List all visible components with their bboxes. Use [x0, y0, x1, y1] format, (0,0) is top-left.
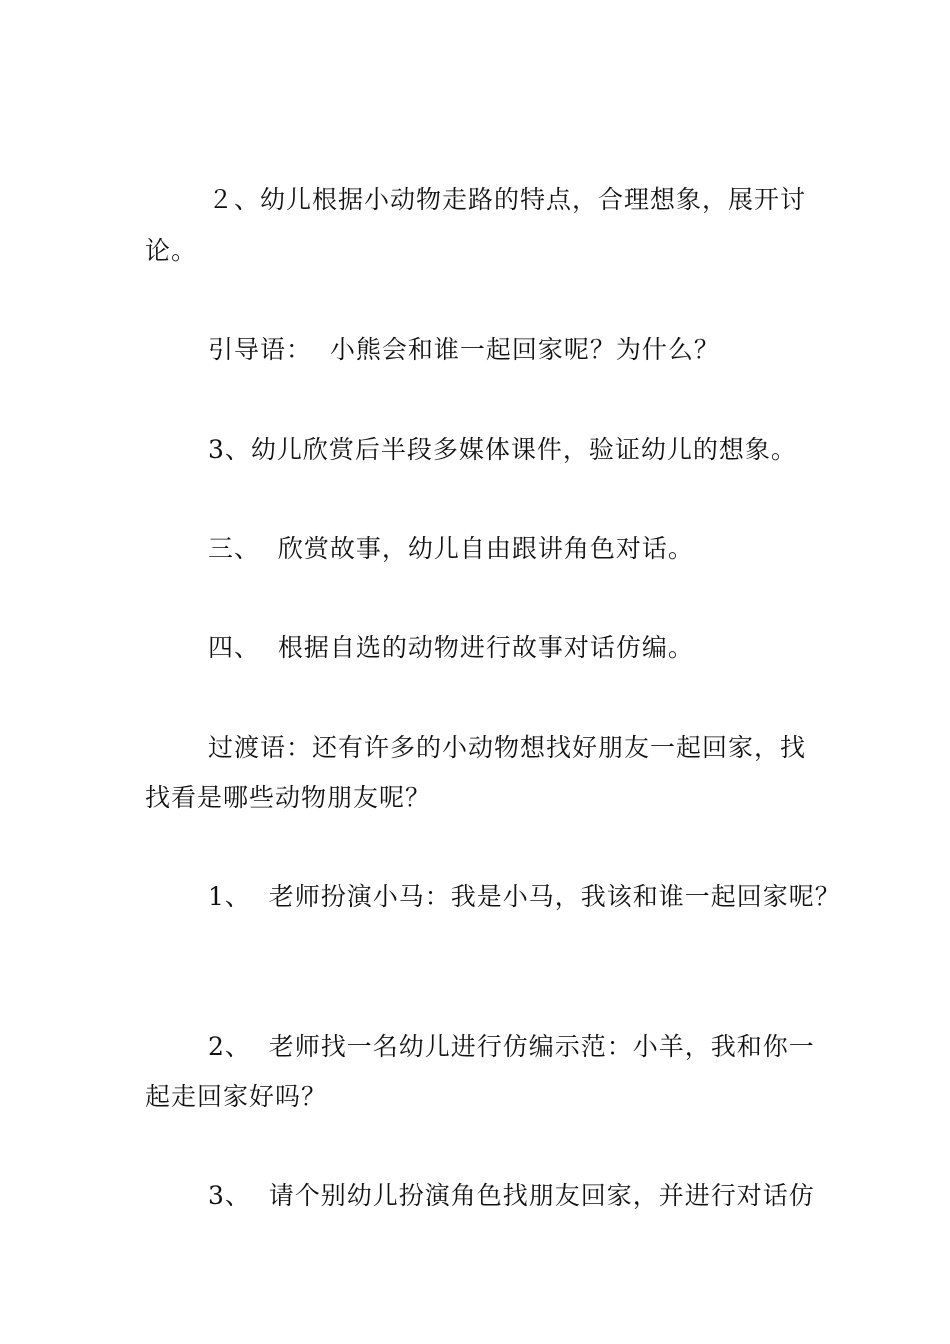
paragraph-line: 2、 老师找一名幼儿进行仿编示范：小羊，我和你一 — [208, 1032, 815, 1061]
paragraph-line: 过渡语：还有许多的小动物想找好朋友一起回家，找 — [208, 733, 807, 762]
paragraph-line: 3、幼儿欣赏后半段多媒体课件，验证幼儿的想象。 — [208, 435, 797, 464]
paragraph-line: 3、 请个别幼儿扮演角色找朋友回家，并进行对话仿 — [208, 1181, 815, 1210]
paragraph-line: 找看是哪些动物朋友呢？ — [145, 783, 432, 812]
paragraph-line: ２、幼儿根据小动物走路的特点，合理想象，展开讨 — [208, 185, 807, 214]
paragraph-line: 1、 老师扮演小马：我是小马，我该和谁一起回家呢？ — [208, 882, 841, 911]
paragraph-line: 三、 欣赏故事，幼儿自由跟讲角色对话。 — [208, 534, 694, 563]
paragraph-line: 起走回家好吗？ — [145, 1082, 328, 1111]
paragraph-line: 四、 根据自选的动物进行故事对话仿编。 — [208, 633, 694, 662]
paragraph-line: 引导语： 小熊会和谁一起回家呢？为什么？ — [208, 335, 720, 364]
paragraph-line: 论。 — [145, 236, 198, 265]
